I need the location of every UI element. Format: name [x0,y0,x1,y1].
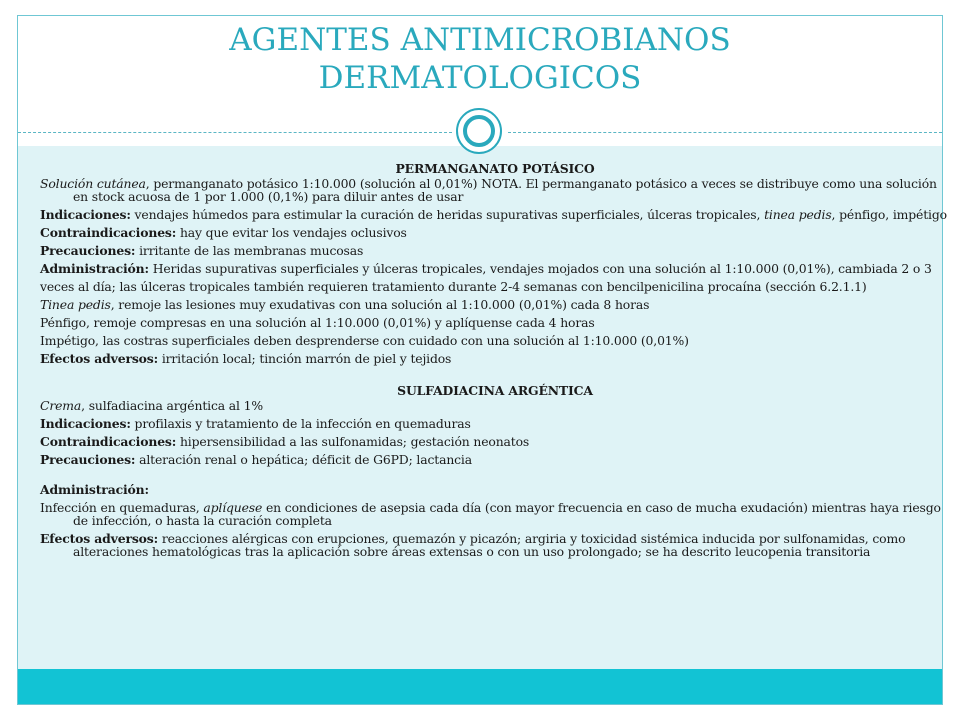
section-heading-sulfadiacina: SULFADIACINA ARGÉNTICA [397,383,593,398]
divider-left [18,132,452,133]
indicaciones-text: profilaxis y tratamiento de la infección en quemaduras [130,416,471,431]
contraindicaciones-text: hay que evitar los vendajes oclusivos [176,225,407,240]
administracion-text: Heridas supurativas superficiales y úlceras tropicales, vendajes mojados con una solución al 1:10.000 (0,01%), cambiada 2 o 3 [148,261,932,276]
permanganato-tinea [40,298,950,311]
indicaciones-end: , pénfigo, impétigo [831,207,947,222]
permanganato-intro [40,177,950,203]
label-contraindicaciones: Contraindicaciones: [40,434,177,449]
indicaciones-italic: tinea pedis [764,207,832,222]
permanganato-precauciones [40,244,950,257]
infeccion-text-2: en condiciones de asepsia cada día (con mayor frecuencia en caso de mucha exudación) mientras haya riesgo de infección, o hasta la curación completa [73,500,941,528]
crema-italic: Crema [40,398,82,413]
permanganato-administracion-cont: veces al día; las úlceras tropicales también requieren tratamiento durante 2-4 semanas con bencilpenicilina procaína (sección 6.2.1.1) [40,279,867,294]
sulfadiacina-administracion [40,483,950,496]
permanganato-penfigo: Pénfigo, remoje compresas en una solución al 1:10.000 (0,01%) y aplíquense cada 4 horas [40,315,595,330]
section-gap [40,370,950,384]
label-efectos: Efectos adversos: [40,531,159,546]
label-administracion: Administración: [40,482,149,497]
tinea-italic: Tinea pedis [40,297,111,312]
label-precauciones: Precauciones: [40,243,136,258]
label-contraindicaciones: Contraindicaciones: [40,225,177,240]
tinea-text: , remoje las lesiones muy exudativas con una solución al 1:10.000 (0,01%) cada 8 horas [110,297,650,312]
sulfadiacina-precauciones [40,453,950,466]
permanganato-contraindicaciones [40,226,950,239]
title-line-2: DERMATOLOGICOS [318,60,642,96]
divider-circle-icon [456,108,502,154]
precauciones-text: irritante de las membranas mucosas [135,243,364,258]
section-heading-permanganato: PERMANGANATO POTÁSICO [395,161,595,176]
label-indicaciones: Indicaciones: [40,207,131,222]
contraindicaciones-text: hipersensibilidad a las sulfonamidas; gestación neonatos [176,434,530,449]
permanganato-efectos [40,352,950,365]
intro-italic: Solución cutánea [40,176,146,191]
efectos-text: reacciones alérgicas con erupciones, quemazón y picazón; argiria y toxicidad sistémica inducida por sulfonamidas, como alteraciones hematológicas tras la aplicación sobre áreas extensas o con un uso prolongado; se ha descrito leucopenia transitoria [73,531,906,559]
sulfadiacina-contraindicaciones [40,435,950,448]
divider-right [508,132,942,133]
infeccion-text-1: Infección en quemaduras, [40,500,204,515]
intro-text: , permanganato potásico 1:10.000 (solución al 0,01%) NOTA. El permanganato potásico a veces se distribuye como una solución en stock acuosa de 1 por 1.000 (0,1%) para diluir antes de usar [73,176,937,204]
sulfadiacina-efectos [40,532,950,558]
slide-content [40,162,950,563]
divider-circle-inner [463,115,495,147]
crema-text: , sulfadiacina argéntica al 1% [81,398,263,413]
slide-title [18,16,942,97]
permanganato-indicaciones [40,208,950,221]
label-administracion: Administración: [40,261,149,276]
label-precauciones: Precauciones: [40,452,136,467]
sulfadiacina-infeccion [40,501,950,527]
label-efectos: Efectos adversos: [40,351,159,366]
sulfadiacina-indicaciones [40,417,950,430]
title-line-1: AGENTES ANTIMICROBIANOS [229,22,731,58]
permanganato-impetigo: Impétigo, las costras superficiales deben desprenderse con cuidado con una solución al 1:10.000 (0,01%) [40,333,689,348]
indicaciones-text: vendajes húmedos para estimular la curación de heridas supurativas superficiales, úlceras tropicales, [130,207,765,222]
label-indicaciones: Indicaciones: [40,416,131,431]
efectos-text: irritación local; tinción marrón de piel y tejidos [158,351,452,366]
infeccion-italic: aplíquese [203,500,263,515]
precauciones-text: alteración renal o hepática; déficit de G6PD; lactancia [135,452,472,467]
sulfadiacina-intro [40,399,950,412]
bottom-accent-band [18,669,942,704]
section-gap [40,471,950,483]
permanganato-administracion [40,262,950,275]
